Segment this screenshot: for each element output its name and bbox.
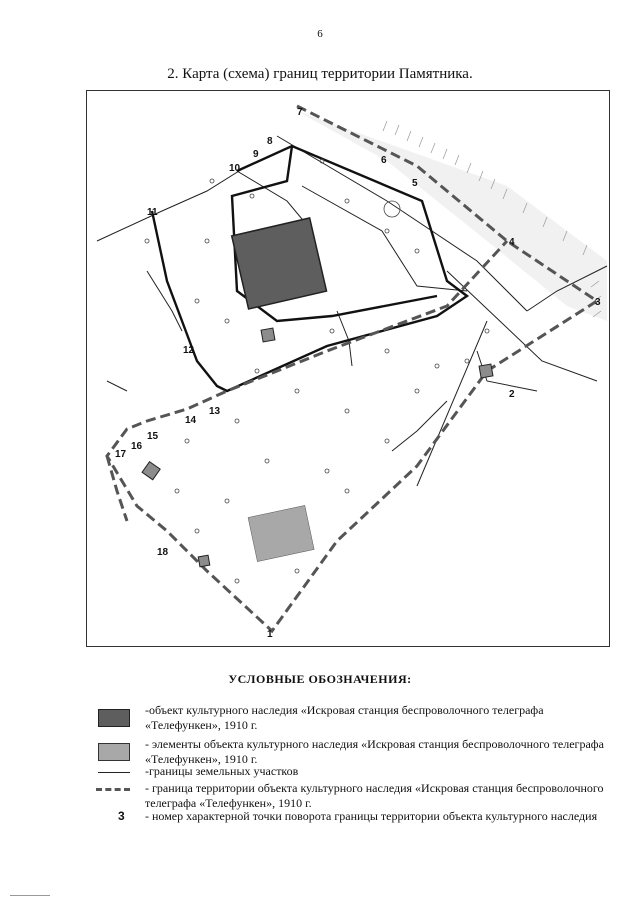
point-10: 10 [229, 163, 241, 174]
point-8: 8 [267, 136, 273, 147]
point-18: 18 [157, 547, 169, 558]
point-17: 17 [115, 449, 127, 460]
heritage-element-swatch [98, 743, 130, 761]
point-15: 15 [147, 431, 159, 442]
point-2: 2 [509, 389, 515, 400]
point-9: 9 [253, 149, 259, 160]
point-3: 3 [595, 297, 601, 308]
survey-marks [145, 159, 489, 583]
legend-item-point-number [90, 809, 610, 841]
legend-title: УСЛОВНЫЕ ОБОЗНАЧЕНИЯ: [228, 672, 412, 686]
heritage-element-square [198, 555, 210, 567]
territory-map [86, 90, 610, 647]
legend-item-heritage-object [90, 703, 610, 735]
point-7: 7 [297, 107, 303, 118]
heritage-element-square [479, 364, 493, 378]
point-11: 11 [147, 207, 158, 218]
point-16: 16 [131, 441, 143, 452]
heritage-object-swatch [98, 709, 130, 727]
heritage-element-square [142, 462, 160, 480]
point-4: 4 [509, 237, 515, 248]
point-12: 12 [183, 345, 195, 356]
page-heading: 2. Карта (схема) границ территории Памятника. [167, 66, 473, 82]
heritage-object-building [232, 218, 327, 309]
monument-boundary [107, 106, 597, 631]
point-5: 5 [412, 178, 418, 189]
map-drawing [87, 91, 609, 646]
legend-text: -границы земельных участков [145, 764, 299, 778]
legend-text: - элементы объекта культурного наследия «Искровая станция беспроволочного телеграфа «Телефункен», 1910 г. [145, 737, 604, 766]
point-labels [115, 107, 601, 640]
point-6: 6 [381, 155, 387, 166]
legend-text: -объект культурного наследия «Искровая станция беспроволочного телеграфа «Телефункен», 1910 г. [145, 703, 544, 732]
page-number: 6 [317, 28, 323, 40]
legend-item-plot-boundary [90, 764, 610, 780]
legend-text: - номер характерной точки поворота границы территории объекта культурного наследия [145, 809, 598, 823]
heritage-element-building [248, 505, 314, 561]
heritage-element-square [261, 328, 275, 342]
legend-text: - граница территории объекта культурного наследия «Искровая станция беспроволочного телеграфа «Телефункен», 1910 г. [145, 781, 604, 810]
point-1: 1 [267, 629, 273, 640]
plot-boundary-line-swatch [98, 772, 130, 773]
point-14: 14 [185, 415, 197, 426]
point-number-sample: 3 [118, 809, 125, 823]
footer-rule [10, 895, 50, 896]
point-13: 13 [209, 406, 221, 417]
monument-boundary-dash-swatch [96, 788, 130, 791]
